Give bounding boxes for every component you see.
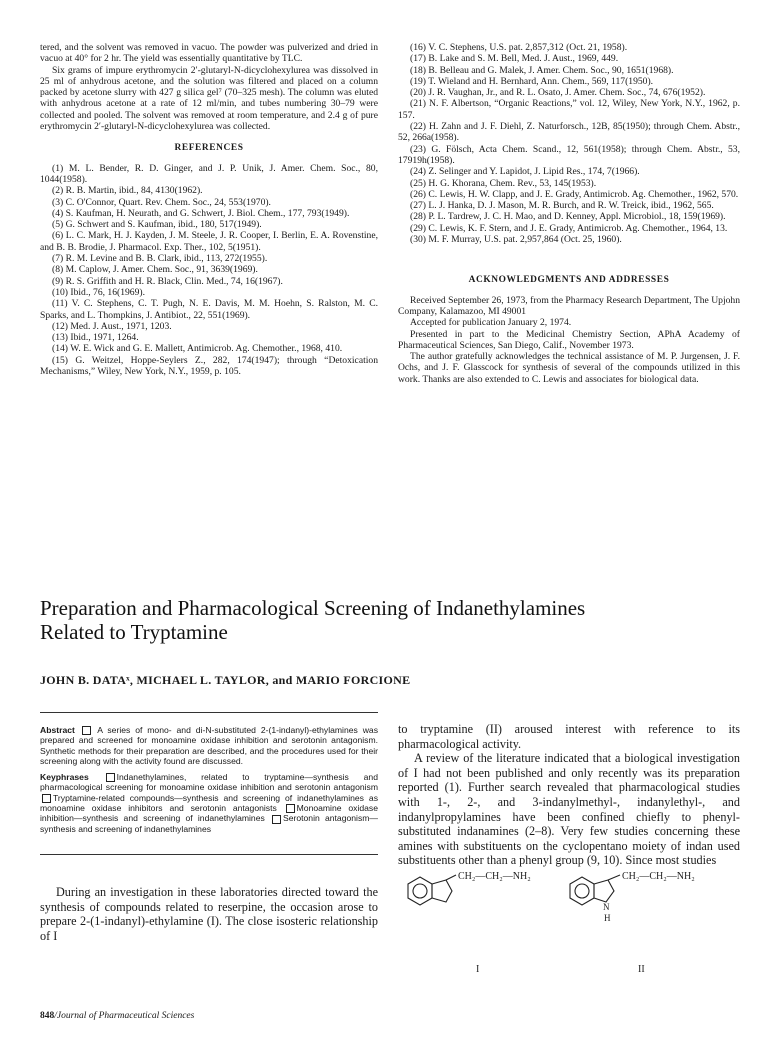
reference-item: (9) R. S. Griffith and H. R. Black, Clin. Med., 74, 16(1967). xyxy=(52,275,283,287)
keyphrase: Monoamine oxidase inhibition—synthesis and screening of indanethylamines xyxy=(40,803,378,824)
right-column xyxy=(398,42,740,385)
reference-item: (21) N. F. Albertson, “Organic Reactions,” vol. 12, Wiley, New York, N.Y., 1962, p. 157. xyxy=(398,98,740,121)
benzene-ring xyxy=(408,877,432,905)
reference-item: (18) B. Belleau and G. Malek, J. Amer. Chem. Soc., 90, 1651(1968). xyxy=(410,64,674,76)
title-line: Preparation and Pharmacological Screening of Indanethylamines xyxy=(40,596,586,620)
keyphrase: Tryptamine-related compounds—synthesis and screening of indanethylamines as monoamine oxidase inhibitors and serotonin antagonists xyxy=(40,792,378,814)
structure-II xyxy=(570,875,620,905)
ack-presented: Presented in part to the Medicinal Chemistry Section, APhA Academy of Pharmaceutical Sciences, San Diego, Calif., November 1973. xyxy=(398,328,740,351)
paragraph: Six grams of impure erythromycin 2′-glutaryl-N-dicyclohexylurea was dissolved in 25 ml of anhydrous acetone, and the solution was filtered and placed on a column packed by acetone slurry with 427 g silica gel⁷ (70–325 mesh). The column was eluted with anhydrous acetone at a rate of 12 ml/min, and tubes numbering 30–79 were collected and pooled. The solvent was removed at room temperature, and 2.4 g of pure erythromycin 2′-glutaryl-N-dicyclohexylurea was collected. xyxy=(40,64,378,133)
rule-divider xyxy=(40,712,378,713)
reference-item: (3) C. O'Connor, Quart. Rev. Chem. Soc., 24, 553(1970). xyxy=(52,196,271,208)
reference-item: (26) C. Lewis, H. W. Clapp, and J. E. Grady, Antimicrob. Ag. Chemother., 1962, 570. xyxy=(410,188,739,200)
page-number: 848 xyxy=(40,1011,55,1021)
reference-item: (22) H. Zahn and J. F. Diehl, Z. Naturforsch., 12B, 85(1950); through Chem. Abstr., 52, 266a(1958). xyxy=(398,121,740,144)
reference-item: (25) H. G. Khorana, Chem. Rev., 53, 145(1953). xyxy=(410,177,597,189)
left-column xyxy=(40,42,378,377)
paragraph: tered, and the solvent was removed in vacuo. The powder was pulverized and dried in vacuo at 40° for 2 hr. The yield was essentially quantitative by TLC. xyxy=(40,42,378,65)
page-footer xyxy=(40,1011,194,1021)
box-bullet-icon xyxy=(286,804,295,813)
authors: JOHN B. DATAˣ, MICHAEL L. TAYLOR, and MARIO FORCIONE xyxy=(40,673,411,687)
reference-item: (24) Z. Selinger and Y. Lapidot, J. Lipid Res., 174, 7(1966). xyxy=(410,166,640,178)
reference-item: (10) Ibid., 76, 16(1969). xyxy=(52,286,145,298)
article-title xyxy=(40,596,730,644)
keyphrase: Indanethylamines, related to tryptamine—synthesis and pharmacological screening for monoamine oxidase inhibition and serotonin antagonism xyxy=(40,772,378,793)
box-bullet-icon xyxy=(82,726,91,735)
bond xyxy=(446,875,456,880)
box-bullet-icon xyxy=(106,773,115,782)
reference-item: (13) Ibid., 1971, 1264. xyxy=(52,332,139,344)
aromatic-circle xyxy=(575,884,589,898)
reference-item: (28) P. L. Tardrew, J. C. H. Mao, and D. Kenney, Appl. Microbiol., 18, 159(1969). xyxy=(410,211,726,223)
structure-II-chain: CH₂—CH₂—NH₂ xyxy=(622,871,695,882)
body-paragraph: to tryptamine (II) aroused interest with reference to its pharmacological activity. xyxy=(398,722,740,751)
reference-item: (30) M. F. Murray, U.S. pat. 2,957,864 (Oct. 25, 1960). xyxy=(410,234,622,246)
reference-item: (29) C. Lewis, K. F. Stern, and J. E. Grady, Antimicrob. Ag. Chemother., 1964, 13. xyxy=(410,222,728,234)
ack-received: Received September 26, 1973, from the Pharmacy Research Department, The Upjohn Company, Kalamazoo, MI 49001 xyxy=(398,294,740,317)
abstract xyxy=(40,725,378,840)
cyclopentane-ring xyxy=(432,880,452,902)
reference-item: (14) W. E. Wick and G. E. Mallett, Antimicrob. Ag. Chemother., 1968, 410. xyxy=(52,343,343,355)
abstract-label: Abstract xyxy=(40,725,75,735)
title-line: Related to Tryptamine xyxy=(40,620,228,644)
body-paragraph: A review of the literature indicated that a biological investigation of I had not been published and only recently was its preparation reported (1). Further search revealed that pharmacological studies with 1-, 2-, and 3-indanylmethyl-, indanylethyl-, and indanylpropylamines have been confined chiefly to phenyl-substituted indanamines (2–8). Very few studies concerning these amines with substituents on the cyclopentano moiety of indan used substituents other than a phenyl group (9, 10). Since most studies xyxy=(398,751,740,868)
reference-item: (11) V. C. Stephens, C. T. Pugh, N. E. Davis, M. M. Hoehn, S. Ralston, M. C. Sparks, and L. Thompkins, J. Antibiot., 22, 551(1969). xyxy=(40,298,378,321)
ack-thanks: The author gratefully acknowledges the technical assistance of M. P. Jurgensen, J. F. Ochs, and J. F. Glasscock for synthesis of several of the compounds utilized in this work. Thanks are also extended to C. Lewis and associates for biological data. xyxy=(398,351,740,385)
bond xyxy=(608,875,620,880)
rule-divider xyxy=(40,854,378,855)
box-bullet-icon xyxy=(272,815,281,824)
chemical-structures xyxy=(398,870,740,980)
benzene-ring xyxy=(570,877,594,905)
reference-item: (20) J. R. Vaughan, Jr., and R. L. Osato, J. Amer. Chem. Soc., 74, 676(1952). xyxy=(410,87,706,99)
reference-item: (12) Med. J. Aust., 1971, 1203. xyxy=(52,320,172,332)
reference-item: (7) R. M. Levine and B. B. Clark, ibid., 113, 272(1955). xyxy=(52,253,268,265)
ack-accepted: Accepted for publication January 2, 1974. xyxy=(410,317,572,329)
pyrrole-ring xyxy=(594,880,614,902)
references-list xyxy=(398,42,740,245)
reference-item: (27) L. J. Hanka, D. J. Mason, M. R. Burch, and R. W. Treick, ibid., 1962, 565. xyxy=(410,200,714,212)
references-list xyxy=(40,163,378,378)
reference-item: (17) B. Lake and S. M. Bell, Med. J. Aust., 1969, 449. xyxy=(410,53,619,65)
structure-II-label: II xyxy=(638,964,645,975)
keyphrases-label: Keyphrases xyxy=(40,772,89,783)
structure-II-hydrogen: H xyxy=(604,913,611,923)
body-text-left xyxy=(40,885,378,943)
aromatic-circle xyxy=(413,884,427,898)
reference-item: (23) G. Fölsch, Acta Chem. Scand., 12, 561(1958); through Chem. Abstr., 53, 17919h(1958). xyxy=(398,143,740,166)
references-heading: REFERENCES xyxy=(174,143,244,154)
reference-item: (16) V. C. Stephens, U.S. pat. 2,857,312 (Oct. 21, 1958). xyxy=(410,42,628,53)
reference-item: (8) M. Caplow, J. Amer. Chem. Soc., 91, 3639(1969). xyxy=(52,264,258,276)
body-paragraph: During an investigation in these laboratories directed toward the synthesis of compounds related to reserpine, the occasion arose to prepare 2-(1-indanyl)-ethylamine (I). The close isosteric relationship of I xyxy=(40,885,378,943)
reference-item: (1) M. L. Bender, R. D. Ginger, and J. P. Unik, J. Amer. Chem. Soc., 80, 1044(1958). xyxy=(40,162,378,185)
reference-item: (19) T. Wieland and H. Bernhard, Ann. Chem., 569, 117(1950). xyxy=(410,75,654,87)
reference-item: (5) G. Schwert and S. Kaufman, ibid., 180, 517(1949). xyxy=(52,219,262,231)
box-bullet-icon xyxy=(42,794,51,803)
keyphrase: Serotonin antagonism—synthesis and screening of indanethylamines xyxy=(40,813,378,834)
structure-II-nitrogen: N xyxy=(603,902,610,912)
reference-item: (6) L. C. Mark, H. J. Kayden, J. M. Steele, J. R. Cooper, I. Berlin, E. A. Rovenstine, and B. B. Brodie, J. Pharmacol. Exp. Ther., 102, 5(1951). xyxy=(40,230,378,253)
structure-I xyxy=(408,875,456,905)
structure-I-chain: CH₂—CH₂—NH₂ xyxy=(458,871,531,882)
keyphrases-paragraph xyxy=(40,772,378,834)
journal-name: /Journal of Pharmaceutical Sciences xyxy=(54,1011,195,1021)
abstract-body: A series of mono- and di-N-substituted 2-(1-indanyl)-ethylamines was prepared and screened for monoamine oxidase inhibition and serotonin antagonism. Synthetic methods for their preparation are described, and the procedures used for their screening along with the activity found are discussed. xyxy=(40,725,378,766)
structure-I-label: I xyxy=(476,964,480,975)
acknowledgments-heading: ACKNOWLEDGMENTS AND ADDRESSES xyxy=(468,275,670,286)
reference-item: (2) R. B. Martin, ibid., 84, 4130(1962). xyxy=(52,185,203,197)
body-text-right xyxy=(398,722,740,868)
abstract-paragraph xyxy=(40,725,378,766)
reference-item: (15) G. Weitzel, Hoppe-Seylers Z., 282, 174(1947); through “Detoxication Mechanisms,” Wiley, New York, N.Y., 1959, p. 105. xyxy=(40,354,378,378)
reference-item: (4) S. Kaufman, H. Neurath, and G. Schwert, J. Biol. Chem., 177, 793(1949). xyxy=(52,207,350,219)
